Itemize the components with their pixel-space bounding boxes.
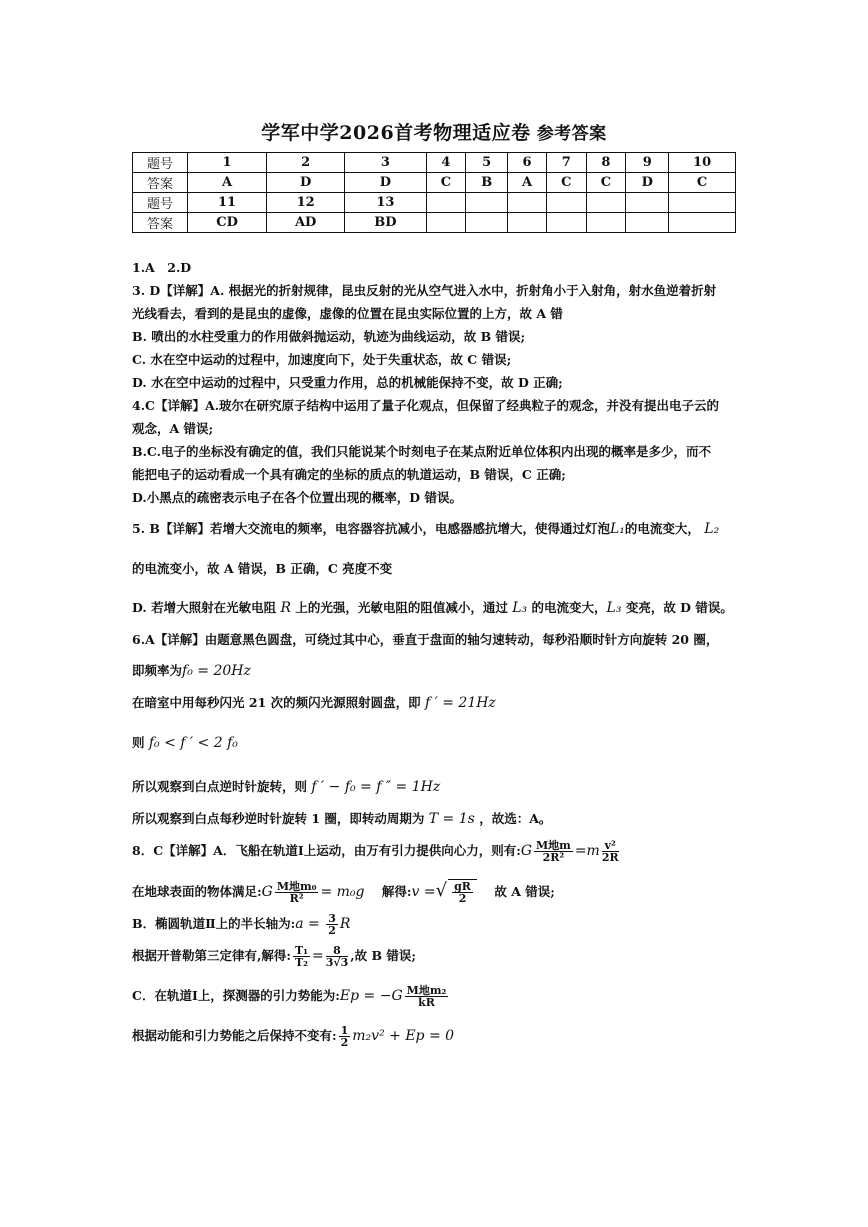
fraction — [326, 913, 338, 936]
text-span: 在地球表面的物体满足: — [132, 884, 262, 899]
text-span: 5. B【详解】若增大交流电的频率，电容器容抗减小，电感器感抗增大，使得通过灯泡 — [132, 521, 610, 536]
text-line: 6.A【详解】由题意黑色圆盘，可绕过其中心，垂直于盘面的轴匀速转动，每秒沿顺时针方向旋转 20 圈， — [132, 632, 719, 647]
table-cell — [508, 193, 547, 213]
table-cell — [626, 193, 669, 213]
fraction-denominator: T₂ — [294, 956, 308, 969]
fraction-numerator: gR — [454, 880, 471, 893]
text-line: 的电流变小，故 A 错误，B 正确，C 亮度不变 — [132, 561, 393, 576]
text-span: 根据开普勒第三定律有,解得: — [132, 948, 291, 963]
text-line: B. 喷出的水柱受重力的作用做斜抛运动，轨迹为曲线运动，故 B 错误; — [132, 329, 526, 344]
page-title — [0, 118, 868, 145]
text-span: B．椭圆轨道Ⅱ上的半长轴为: — [132, 916, 296, 931]
table-cell — [546, 193, 586, 213]
text-line — [132, 839, 738, 863]
fraction-denominator: 2 — [340, 1036, 349, 1049]
text-span: 所以观察到白点逆时针旋转，则 — [132, 779, 308, 794]
text-span: 上的光强，光敏电阻的阻值减小，通过 — [295, 600, 508, 615]
table-cell: BD — [345, 213, 426, 233]
text-line — [132, 691, 738, 715]
table-cell — [466, 193, 508, 213]
text-span: 所以观察到白点每秒逆时针旋转 1 圈，即转动周期为 — [132, 811, 425, 826]
text-line: 光线看去，看到的是昆虫的虚像，虚像的位置在昆虫实际位置的上方，故 A 错 — [132, 306, 563, 321]
text-line: 根据开普勒第三定律有,解得: $\frac{\text{T₁}}{\text{T₂}}$ = $\frac{8}{3√3}$ ,故 B 错误; — [132, 944, 417, 969]
table-cell: D — [345, 173, 426, 193]
table-cell — [626, 213, 669, 233]
text-line: 1.A 2.D — [132, 260, 192, 275]
fraction — [275, 881, 319, 904]
text-span: 的电流变大， — [531, 600, 607, 615]
text-line — [132, 596, 738, 620]
math-expr: =m — [574, 843, 600, 859]
math-expr: L₂ — [704, 521, 720, 537]
table-cell: 2 — [267, 153, 345, 173]
subtitle-text: 参考答案 — [536, 124, 607, 144]
fraction-numerator: 8 — [326, 945, 349, 957]
row-label: 题号 — [133, 153, 188, 173]
fraction-numerator: 3 — [328, 912, 336, 925]
text-span: 则 — [132, 735, 145, 750]
text-line — [132, 775, 738, 799]
row-label: 答案 — [133, 173, 188, 193]
text-span: 故 A 错误; — [494, 884, 555, 899]
fraction-denominator: R² — [289, 892, 304, 905]
text-line — [132, 879, 738, 904]
table-cell: 4 — [426, 153, 466, 173]
text-line: 观念，A 错误; — [132, 421, 214, 436]
table-cell — [546, 213, 586, 233]
fraction — [293, 945, 310, 968]
text-line: C. 水在空中运动的过程中，加速度向下，处于失重状态，故 C 错误; — [132, 352, 512, 367]
text-line: 能把电子的运动看成一个具有确定的坐标的质点的轨道运动，B 错误，C 正确; — [132, 467, 566, 482]
solution-body — [132, 256, 738, 1048]
text-line — [132, 807, 738, 831]
text-line: D. 水在空中运动的过程中，只受重力作用，总的机械能保持不变，故 D 正确; — [132, 375, 563, 390]
math-expr: R — [339, 916, 351, 932]
math-expr: L₁ — [609, 521, 625, 537]
fraction — [339, 1025, 351, 1048]
text-span: 根据动能和引力势能之后保持不变有: — [132, 1028, 337, 1043]
fraction-denominator: kR — [418, 996, 435, 1009]
table-row — [133, 153, 736, 173]
text-line — [132, 912, 738, 936]
table-cell: 10 — [669, 153, 736, 173]
table-cell — [669, 193, 736, 213]
sqrt-icon: √ — [435, 880, 448, 901]
math-expr: Ep = −G — [339, 988, 403, 1004]
math-expr: L₃ — [512, 600, 528, 616]
math-expr: m₂v² + Ep = 0 — [352, 1028, 455, 1044]
radicand — [448, 879, 477, 904]
table-row — [133, 173, 736, 193]
fraction-denominator: 2 — [458, 892, 467, 905]
table-cell: C — [586, 173, 626, 193]
table-row — [133, 213, 736, 233]
fraction-numerator: M地m₂ — [406, 984, 447, 997]
table-cell: C — [669, 173, 736, 193]
row-label: 答案 — [133, 213, 188, 233]
table-cell: 6 — [508, 153, 547, 173]
table-cell: 5 — [466, 153, 508, 173]
text-line: 3. D【详解】A. 根据光的折射规律，昆虫反射的光从空气进入水中，折射角小于入射角，射水鱼逆着折射 — [132, 283, 717, 298]
answer-table — [132, 152, 736, 233]
math-expr: L₃ — [606, 600, 622, 616]
fraction — [452, 881, 473, 904]
text-line — [132, 984, 738, 1008]
text-line — [132, 659, 738, 683]
fraction — [534, 840, 573, 863]
table-cell: C — [546, 173, 586, 193]
table-cell: D — [267, 173, 345, 193]
row-label: 题号 — [133, 193, 188, 213]
table-row — [133, 193, 736, 213]
table-cell — [586, 193, 626, 213]
title-text: 学军中学2026首考物理适应卷 — [261, 122, 531, 144]
fraction-numerator: v² — [602, 840, 619, 852]
table-cell: 3 — [345, 153, 426, 173]
table-cell — [426, 193, 466, 213]
math-expr: R — [280, 600, 292, 616]
math-expr: f₀ = 20Hz — [182, 663, 251, 679]
fraction-numerator: T₁ — [294, 944, 308, 957]
text-span: 变亮，故 D 错误。 — [625, 600, 733, 615]
fraction — [405, 985, 449, 1008]
table-cell — [508, 213, 547, 233]
text-span: 解得: — [381, 884, 412, 899]
table-cell: C — [426, 173, 466, 193]
text-line — [132, 731, 738, 755]
table-cell — [669, 213, 736, 233]
table-cell — [426, 213, 466, 233]
math-expr: f₀ < f ′ < 2 f₀ — [148, 735, 238, 751]
text-span: ,故 B 错误; — [350, 948, 417, 963]
table-cell: AD — [267, 213, 345, 233]
table-cell: D — [626, 173, 669, 193]
fraction — [602, 840, 619, 863]
table-cell: CD — [188, 213, 267, 233]
table-cell — [466, 213, 508, 233]
text-span: D. 若增大照射在光敏电阻 — [132, 600, 277, 615]
text-span: ，故选：A。 — [479, 811, 552, 826]
math-expr: T = 1s — [428, 811, 475, 827]
math-expr: f ′ = 21Hz — [424, 695, 496, 711]
fraction-denominator: 2 — [328, 924, 336, 937]
text-span: 的电流变大， — [624, 521, 700, 536]
table-cell — [586, 213, 626, 233]
fraction-numerator: M地m₀ — [276, 880, 317, 893]
table-cell: B — [466, 173, 508, 193]
table-cell: 9 — [626, 153, 669, 173]
text-line: 4.C【详解】A.玻尔在研究原子结构中运用了量子化观点，但保留了经典粒子的观念，并没有提出电子云的 — [132, 398, 720, 413]
math-expr: a = — [295, 916, 325, 932]
fraction — [326, 945, 349, 968]
text-span: C．在轨道Ⅰ上，探测器的引力势能为: — [132, 988, 340, 1003]
text-span: 在暗室中用每秒闪光 21 次的频闪光源照射圆盘，即 — [132, 695, 421, 710]
math-expr: f ′ − f₀ = f ″ = 1Hz — [311, 779, 441, 795]
table-cell: 13 — [345, 193, 426, 213]
table-cell: A — [188, 173, 267, 193]
table-cell: 8 — [586, 153, 626, 173]
fraction-numerator: M地m — [536, 839, 571, 852]
text-line — [132, 1024, 738, 1048]
fraction-denominator: 2R² — [542, 851, 565, 864]
text-line — [132, 517, 738, 541]
table-cell: A — [508, 173, 547, 193]
table-cell: 12 — [267, 193, 345, 213]
text-span: 8．C【详解】A．飞船在轨道Ⅰ上运动，由万有引力提供向心力，则有: — [132, 843, 521, 858]
math-expr: = m₀g — [320, 884, 365, 900]
math-expr: v = — [411, 884, 436, 900]
text-line: B.C.电子的坐标没有确定的值，我们只能说某个时刻电子在某点附近单位体积内出现的概率是多少，而不 — [132, 444, 711, 459]
table-cell: 1 — [188, 153, 267, 173]
table-cell: 7 — [546, 153, 586, 173]
table-cell: 11 — [188, 193, 267, 213]
text-line: D.小黑点的疏密表示电子在各个位置出现的概率，D 错误。 — [132, 490, 462, 505]
math-expr: G — [261, 884, 273, 900]
fraction-denominator: 2R — [601, 851, 619, 864]
text-span: 即频率为 — [132, 663, 183, 678]
fraction-numerator: 1 — [340, 1024, 349, 1037]
fraction-denominator: 3√3 — [325, 956, 349, 969]
math-expr: G — [520, 843, 532, 859]
